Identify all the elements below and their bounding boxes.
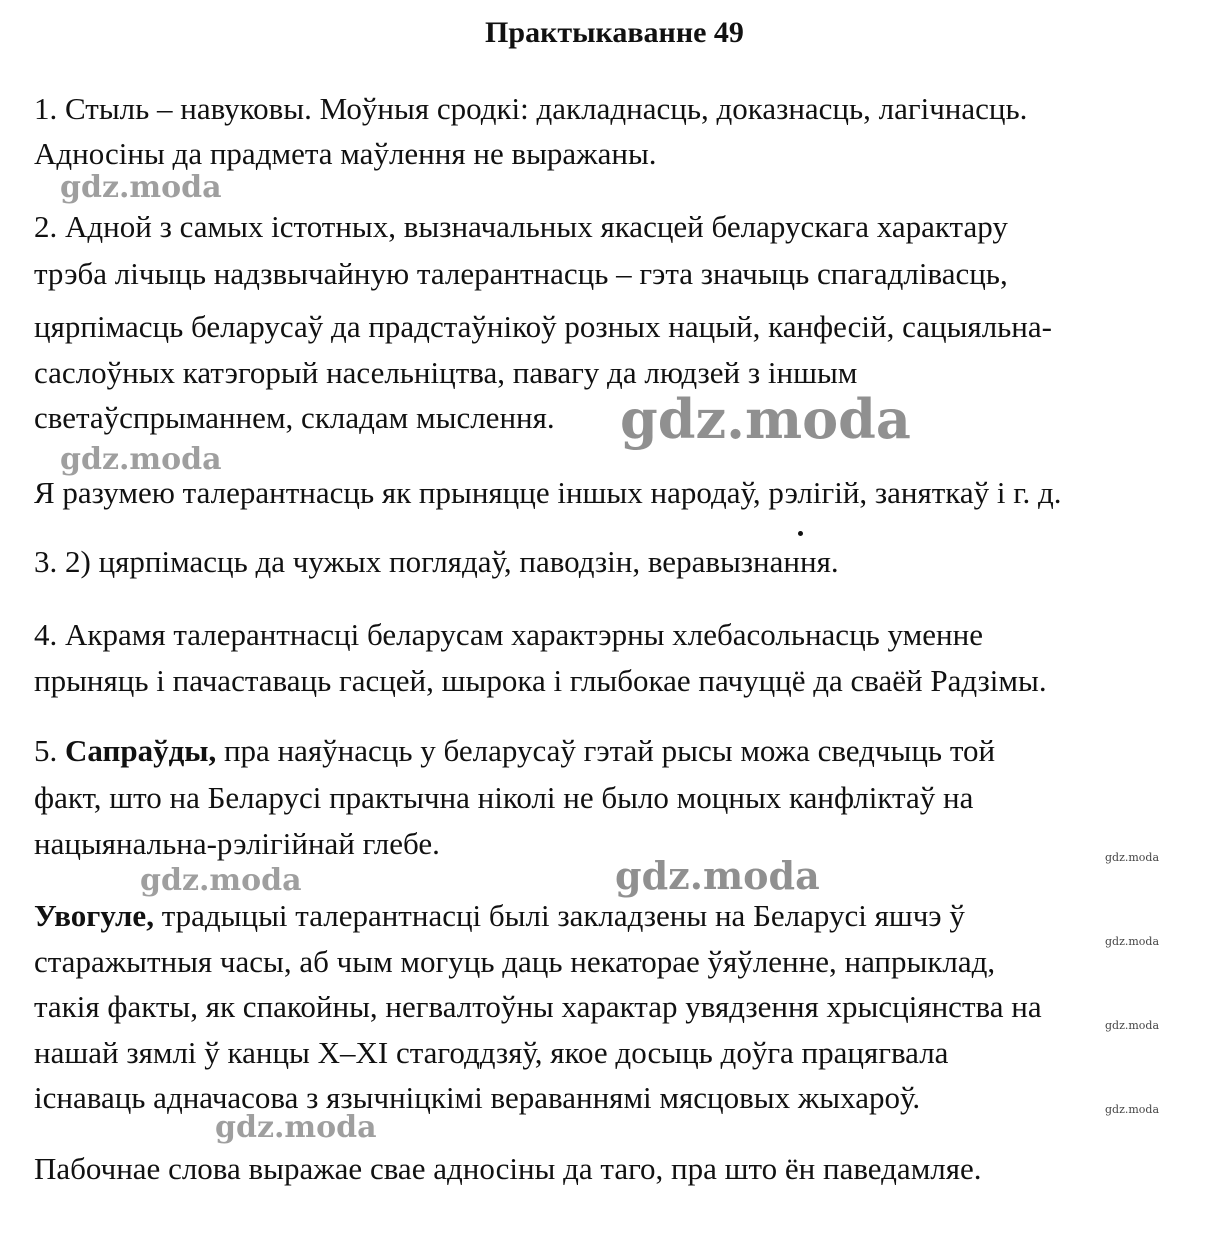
text-line: 2. Адной з самых істотных, вызначальных якасцей беларускага характару bbox=[34, 209, 1008, 244]
text-line: светаўспрыманнем, складам мыслення. bbox=[34, 400, 555, 435]
watermark: gdz.moda bbox=[60, 442, 222, 477]
watermark: gdz.moda bbox=[1105, 1019, 1160, 1032]
text-line: 4. Акрамя талерантнасці беларусам характэрны хлебасольнасць уменне bbox=[34, 617, 983, 652]
text-line: факт, што на Беларусі практычна ніколі не было моцных канфліктаў на bbox=[34, 780, 974, 815]
text-line: старажытныя часы, аб чым могуць даць некаторае ўяўленне, напрыклад, bbox=[34, 944, 996, 979]
text-line bbox=[34, 900, 965, 931]
page-title: Практыкаванне 49 bbox=[485, 16, 744, 49]
text-line: 1. Стыль – навуковы. Моўныя сродкі: дакладнасць, доказнасць, лагічнасць. bbox=[34, 91, 1028, 126]
watermark: gdz.moda bbox=[1105, 1103, 1160, 1116]
paragraph-number: 5. bbox=[34, 733, 58, 768]
bold-parenthetical: Увогуле, bbox=[34, 898, 154, 933]
text-line: саслоўных катэгорый насельніцтва, павагу да людзей з іншым bbox=[34, 355, 858, 390]
watermark: gdz.moda bbox=[1105, 935, 1160, 948]
text-line: такія факты, як спакойны, негвалтоўны характар увядзення хрысціянства на bbox=[34, 989, 1042, 1024]
text-line: Адносіны да прадмета маўлення не выражаны. bbox=[34, 136, 657, 171]
text-line: нацыянальна-рэлігійнай глебе. bbox=[34, 826, 440, 861]
text-line: існаваць адначасова з язычніцкімі вераваннямі мясцовых жыхароў. bbox=[34, 1080, 921, 1115]
text-line: нашай зямлі ў канцы X–XI стагоддзяў, якое досыць доўга працягвала bbox=[34, 1035, 949, 1070]
watermark: gdz.moda bbox=[215, 1110, 377, 1145]
text-line: Пабочнае слова выражае свае адносіны да таго, пра што ён паведамляе. bbox=[34, 1151, 982, 1186]
stray-dot bbox=[798, 531, 803, 536]
text-line: Я разумею талерантнасць як прыняцце іншых народаў, рэлігій, заняткаў і г. д. bbox=[34, 475, 1062, 510]
watermark: gdz.moda bbox=[615, 853, 820, 898]
text-line bbox=[34, 735, 995, 766]
text-line: прыняць і пачаставаць гасцей, шырока і глыбокае пачуццё да сваёй Радзімы. bbox=[34, 663, 1047, 698]
watermark: gdz.moda bbox=[620, 387, 911, 451]
paragraph-text: традыцыі талерантнасці былі закладзены на Беларусі яшчэ ў bbox=[161, 898, 965, 933]
paragraph-text: пра наяўнасць у беларусаў гэтай рысы можа сведчыць той bbox=[223, 733, 996, 768]
text-line: 3. 2) цярпімасць да чужых поглядаў, паводзін, веравызнання. bbox=[34, 544, 839, 579]
bold-parenthetical: Сапраўды, bbox=[65, 733, 217, 768]
watermark: gdz.moda bbox=[1105, 851, 1160, 864]
text-line: цярпімасць беларусаў да прадстаўнікоў розных нацый, канфесій, сацыяльна- bbox=[34, 309, 1052, 344]
watermark: gdz.moda bbox=[60, 170, 222, 205]
watermark: gdz.moda bbox=[140, 863, 302, 898]
text-line: трэба лічыць надзвычайную талерантнасць – гэта значыць спагадлівасць, bbox=[34, 256, 1008, 291]
